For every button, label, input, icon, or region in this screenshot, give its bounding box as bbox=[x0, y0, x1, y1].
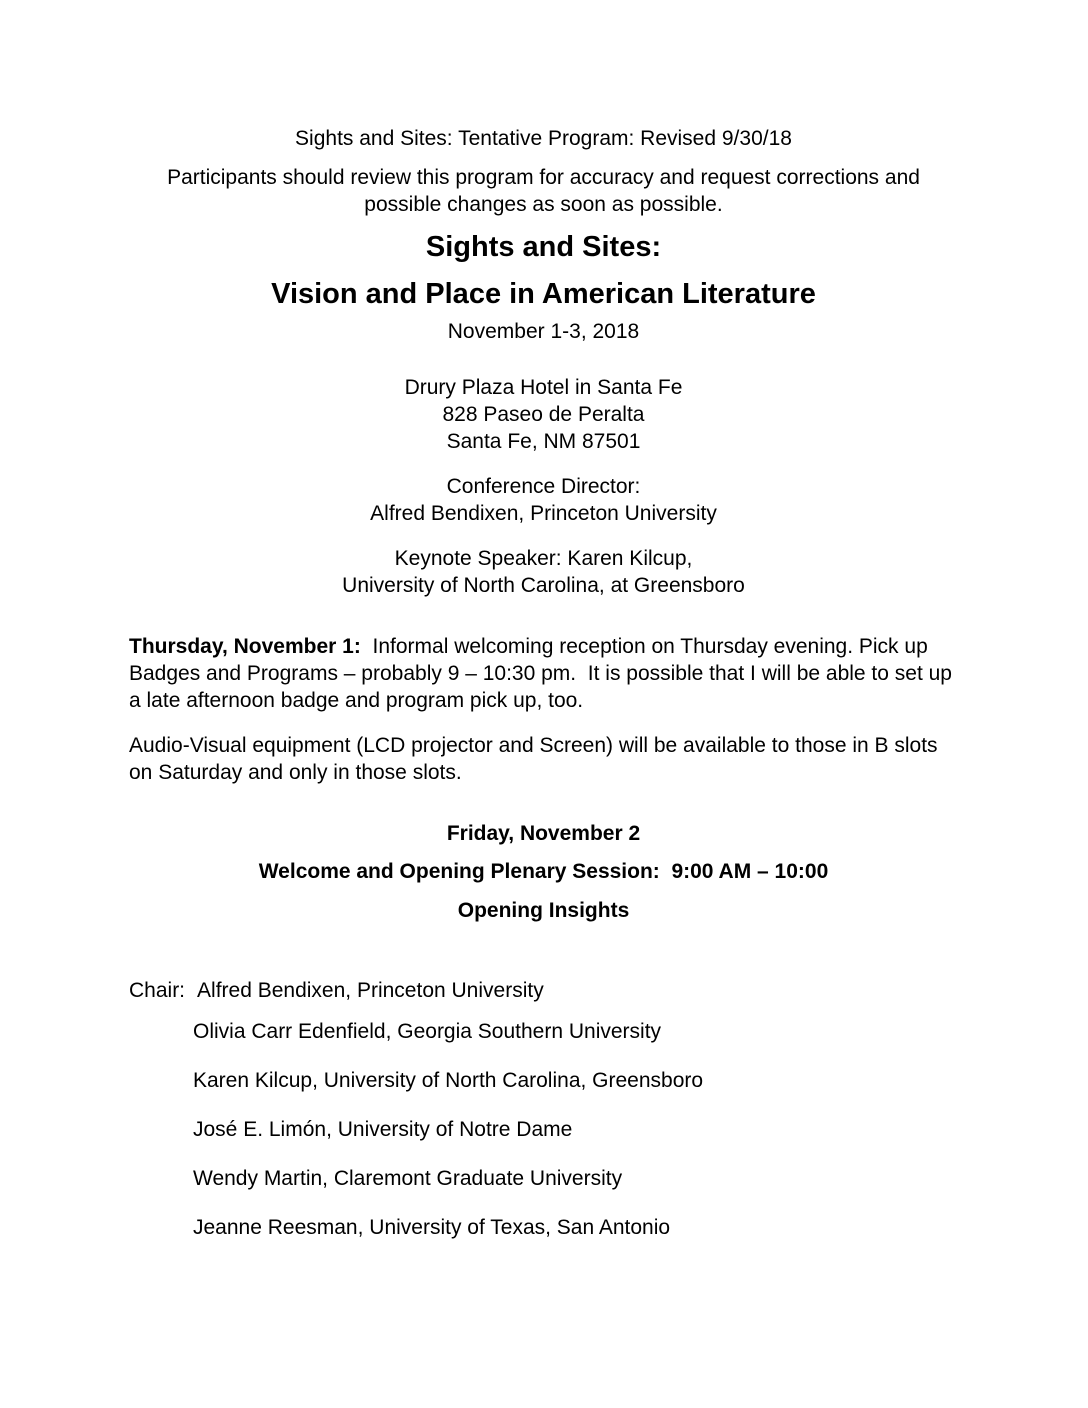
panelist-item: Jeanne Reesman, University of Texas, San Antonio bbox=[193, 1216, 671, 1239]
chair-line bbox=[129, 977, 958, 1004]
conference-dates: November 1-3, 2018 bbox=[447, 320, 640, 343]
session-title: Opening Insights bbox=[457, 899, 630, 922]
venue-street: 828 Paseo de Peralta bbox=[442, 403, 645, 426]
conference-title bbox=[129, 224, 958, 318]
thursday-note bbox=[129, 633, 958, 714]
chair-label: Chair: bbox=[129, 979, 186, 1002]
av-note: Audio-Visual equipment (LCD projector and Screen) will be available to those in B slots on Saturday and only in those slots. bbox=[129, 734, 944, 784]
keynote-line-2: University of North Carolina, at Greensboro bbox=[342, 574, 745, 597]
conference-director-block bbox=[129, 473, 958, 527]
keynote-block bbox=[129, 545, 958, 599]
thursday-note-label: Thursday, November 1: bbox=[129, 635, 361, 658]
top-note: Sights and Sites: Tentative Program: Revised 9/30/18 bbox=[295, 127, 792, 150]
venue-block bbox=[129, 374, 958, 455]
panelist-item: Olivia Carr Edenfield, Georgia Southern University bbox=[193, 1020, 662, 1043]
panelist-item: Wendy Martin, Claremont Graduate University bbox=[193, 1167, 623, 1190]
panelist-item: Karen Kilcup, University of North Carolina, Greensboro bbox=[193, 1069, 704, 1092]
thursday-note-text: Informal welcoming reception on Thursday evening. Pick up Badges and Programs – probably 9 – 10:30 pm. It is possible that I will be able to set up a late afternoon badge and program pick up, too. bbox=[129, 635, 958, 712]
conference-director-label: Conference Director: bbox=[446, 475, 641, 498]
plenary-session-heading: Welcome and Opening Plenary Session: 9:00 AM – 10:00 bbox=[258, 860, 829, 883]
friday-day-heading: Friday, November 2 bbox=[446, 822, 641, 845]
panelist-item: José E. Limón, University of Notre Dame bbox=[193, 1118, 573, 1141]
conference-director-name: Alfred Bendixen, Princeton University bbox=[370, 502, 717, 525]
chair-name: Alfred Bendixen, Princeton University bbox=[197, 979, 544, 1002]
conference-title-line-2: Vision and Place in American Literature bbox=[271, 278, 816, 310]
review-notice: Participants should review this program for accuracy and request corrections and possible changes as soon as possible. bbox=[167, 166, 926, 216]
venue-city-state-zip: Santa Fe, NM 87501 bbox=[446, 430, 641, 453]
venue-name: Drury Plaza Hotel in Santa Fe bbox=[404, 376, 683, 399]
keynote-line-1: Keynote Speaker: Karen Kilcup, bbox=[394, 547, 693, 570]
conference-title-line-1: Sights and Sites: bbox=[425, 231, 662, 263]
